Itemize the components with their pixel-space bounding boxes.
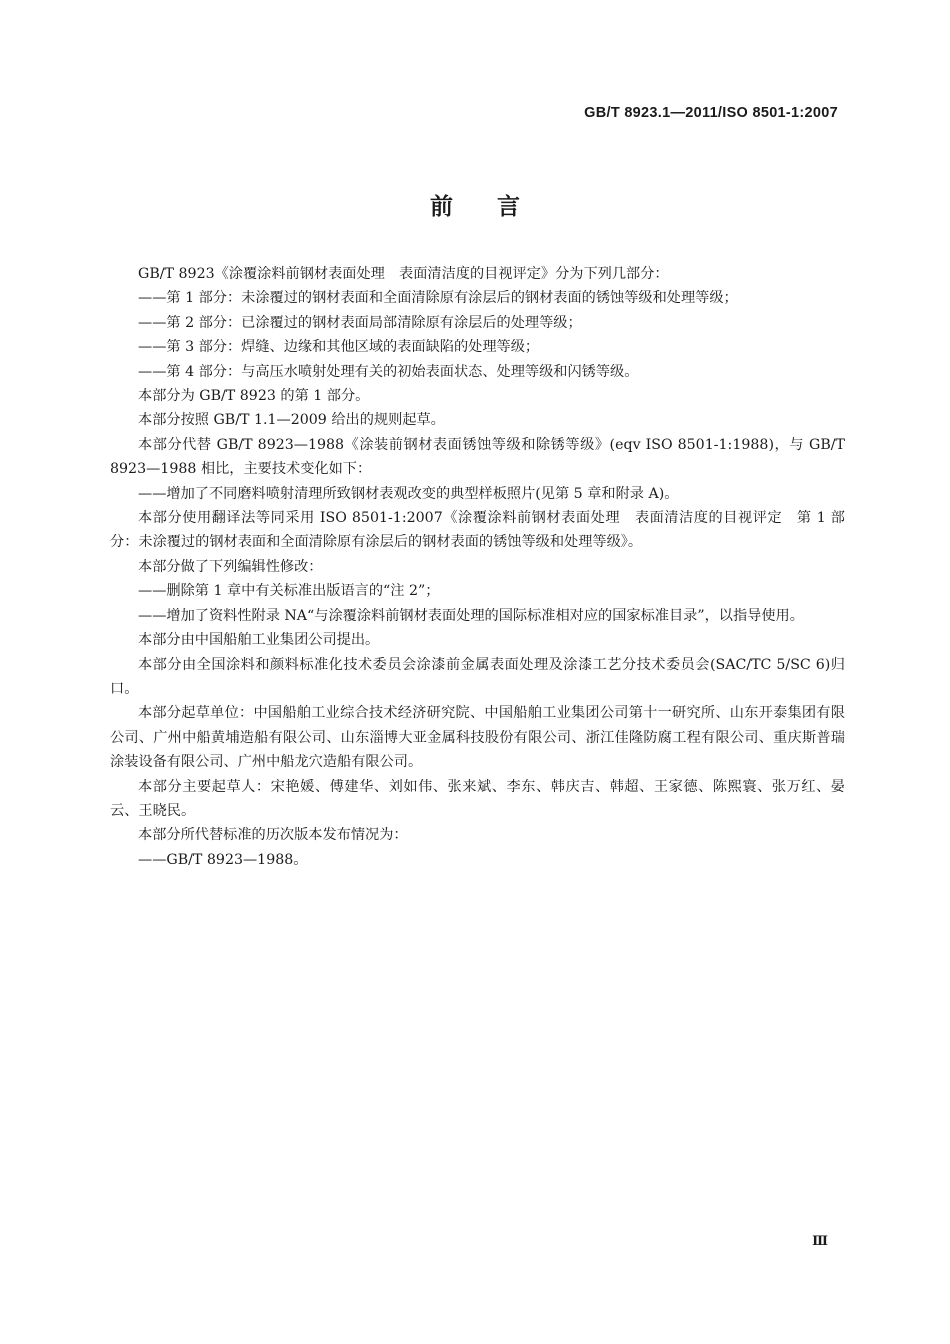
list-item: ——第 1 部分：未涂覆过的钢材表面和全面清除原有涂层后的钢材表面的锈蚀等级和处理等级； <box>138 290 738 307</box>
paragraph: 本部分所代替标准的历次版本发布情况为： <box>138 827 408 844</box>
paragraph: 本部分为 GB/T 8923 的第 1 部分。 <box>138 388 370 405</box>
list-item: ——删除第 1 章中有关标准出版语言的“注 2”； <box>138 583 440 600</box>
paragraph: 本部分代替 GB/T 8923—1988《涂装前钢材表面锈蚀等级和除锈等级》(eqv ISO 8501-1:1988)，与 GB/T 8923—1988 相比，主要技术变化如下： <box>110 436 845 478</box>
paragraph: 本部分主要起草人：宋艳媛、傅建华、刘如伟、张来斌、李东、韩庆吉、韩超、王家德、陈熙寰、张万红、晏云、王晓民。 <box>110 778 845 819</box>
list-item: ——GB/T 8923—1988。 <box>138 851 308 868</box>
standard-code-header: GB/T 8923.1—2011/ISO 8501-1:2007 <box>584 105 838 121</box>
page-title: 前言 <box>430 194 564 220</box>
paragraph: GB/T 8923《涂覆涂料前钢材表面处理 表面清洁度的目视评定》分为下列几部分： <box>138 266 669 282</box>
paragraph: 本部分起草单位：中国船舶工业综合技术经济研究院、中国船舶工业集团公司第十一研究所、山东开泰集团有限公司、广州中船黄埔造船有限公司、山东淄博大亚金属科技股份有限公司、浙江佳隆防腐工程有限公司、重庆斯普瑞涂装设备有限公司、广州中船龙穴造船有限公司。 <box>110 705 845 771</box>
paragraph: 本部分按照 GB/T 1.1—2009 给出的规则起草。 <box>138 412 445 429</box>
list-item: ——第 2 部分：已涂覆过的钢材表面局部清除原有涂层后的处理等级； <box>138 314 582 331</box>
paragraph: 本部分使用翻译法等同采用 ISO 8501-1:2007《涂覆涂料前钢材表面处理 表面清洁度的目视评定 第 1 部分：未涂覆过的钢材表面和全面清除原有涂层后的钢材表面的锈蚀等级和处理等级》。 <box>110 510 845 551</box>
list-item: ——第 3 部分：焊缝、边缘和其他区域的表面缺陷的处理等级； <box>138 339 540 356</box>
list-item: ——增加了不同磨料喷射清理所致钢材表观改变的典型样板照片(见第 5 章和附录 A)。 <box>138 485 679 502</box>
page-number: Ⅲ <box>812 1234 828 1249</box>
list-item: ——增加了资料性附录 NA“与涂覆涂料前钢材表面处理的国际标准相对应的国家标准目录”，以指导使用。 <box>138 607 804 624</box>
paragraph: 本部分由中国船舶工业集团公司提出。 <box>138 632 380 649</box>
paragraph: 本部分由全国涂料和颜料标准化技术委员会涂漆前金属表面处理及涂漆工艺分技术委员会(SAC/TC 5/SC 6)归口。 <box>110 656 845 697</box>
list-item: ——第 4 部分：与高压水喷射处理有关的初始表面状态、处理等级和闪锈等级。 <box>138 363 639 380</box>
paragraph: 本部分做了下列编辑性修改： <box>138 558 323 575</box>
preface-body <box>110 262 845 872</box>
